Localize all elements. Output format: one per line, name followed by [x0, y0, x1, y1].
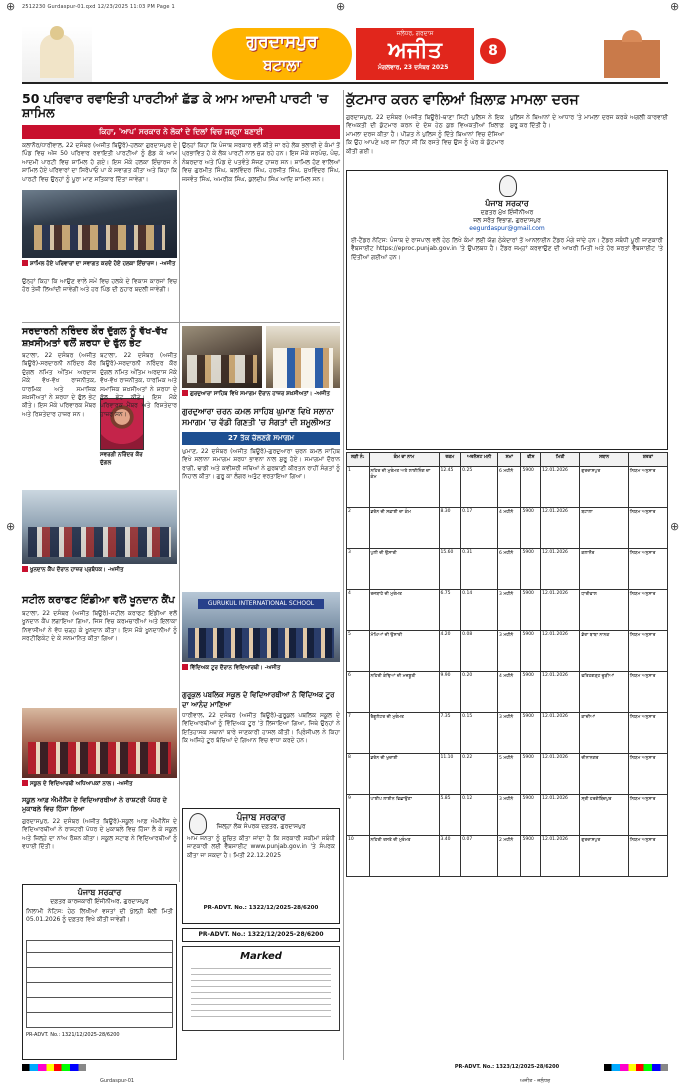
samagam-banner: 27 ਤੱਕ ਚੱਲਣਗੇ ਸਮਾਗਮ [182, 432, 340, 445]
table-cell: ਦੀਨਾਨਗਰ [580, 754, 628, 795]
table-cell: ਗੁਰਦਾਸਪੁਰ [580, 467, 628, 508]
table-cell: 5900 [521, 672, 541, 713]
main-story-text: ਕਲਾਨੌਰ/ਧਾਰੀਵਾਲ, 22 ਦਸੰਬਰ (ਅਜੀਤ ਬਿਊਰੋ)-ਹਲਕਾ ਗੁਰਦਾਸਪੁਰ ਦੇ ਪਿੰਡ ਵਿਚ ਅੱਜ 50 ਪਰਿਵਾਰ ਰਵਾਇਤੀ ਪਾਰਟੀਆਂ ਨੂੰ ਛੱਡ ਕੇ ਆਮ ਆਦਮੀ ਪਾਰਟੀ ਵਿਚ ਸ਼ਾਮਿਲ ਹੋ ਗਏ। ਇਸ ਮੌਕੇ ਹਲਕਾ ਇੰਚਾਰਜ ਨੇ ਸ਼ਾਮਿਲ ਹੋਏ ਪਰਿਵਾਰਾਂ ਦਾ ਸਿਰੋਪਾਓ ਪਾ ਕੇ ਸਵਾਗਤ ਕੀਤਾ ਅਤੇ ਕਿਹਾ ਕਿ ਪਾਰਟੀ ਵਿਚ ਉਨ੍ਹਾਂ ਨੂੰ ਪੂਰਾ ਮਾਣ ਸਤਿਕਾਰ ਦਿੱਤਾ ਜਾਵੇਗਾ। [22, 142, 177, 183]
school-trip-photo [182, 592, 340, 662]
table-cell: 5900 [521, 795, 541, 836]
table-cell: 2 [347, 508, 370, 549]
table-cell: 4 ਮਹੀਨੇ [498, 672, 521, 713]
marked-ad [182, 946, 340, 1031]
ad-logo-text: Marked [240, 951, 282, 962]
table-cell: 5900 [521, 549, 541, 590]
table-cell: 0.17 [461, 508, 498, 549]
table-cell: 12.01.2026 [541, 549, 580, 590]
table-cell: ਨਿਯਮ ਅਨੁਸਾਰ [628, 508, 667, 549]
caption-bullet-icon [22, 260, 28, 266]
table-cell: ਨਿਯਮ ਅਨੁਸਾਰ [628, 713, 667, 754]
main-headline: 50 ਪਰਿਵਾਰ ਰਵਾਇਤੀ ਪਾਰਟੀਆਂ ਛੱਡ ਕੇ ਆਮ ਆਦਮੀ ਪਾਰਟੀ 'ਚ ਸ਼ਾਮਿਲ [22, 91, 329, 120]
table-cell: 3 [347, 549, 370, 590]
table-cell: ਨਿਯਮ ਅਨੁਸਾਰ [628, 590, 667, 631]
tribute-story-text-top: ਬਟਾਲਾ, 22 ਦਸੰਬਰ (ਅਜੀਤ ਬਿਊਰੋ)-ਸਰਦਾਰਨੀ ਨਰਿੰਦਰ ਕੌਰ ਦੁੱਗਲ ਨਮਿਤ ਅੰਤਿਮ ਅਰਦਾਸ ਮੌਕੇ ਵੱਖ-ਵੱਖ ਰਾਜਨੀਤਕ, ਧਾਰਮਿਕ ਅਤੇ ਸਮਾਜਿਕ ਸ਼ਖ਼ਸੀਅਤਾਂ ਨੇ ਸ਼ਰਧਾ ਦੇ ਫੁੱਲ ਭੇਟ ਕੀਤੇ। ਇਸ ਮੌਕੇ ਪਰਿਵਾਰਕ ਮੈਂਬਰ ਅਤੇ ਰਿਸ਼ਤੇਦਾਰ ਹਾਜ਼ਰ ਸਨ। [100, 352, 177, 418]
table-row [347, 549, 668, 590]
table-cell: 4 ਮਹੀਨੇ [498, 508, 521, 549]
table-cell: ਨਿਯਮ ਅਨੁਸਾਰ [628, 549, 667, 590]
column-divider [343, 90, 344, 1060]
stage-caption [182, 390, 340, 399]
notice-department: ਜਲ ਸਰੋਤ ਵਿਭਾਗ, ਗੁਰਦਾਸਪੁਰ [473, 217, 541, 224]
leaders-photo [266, 326, 340, 388]
tender-notice [346, 170, 668, 450]
table-cell: ਨਹਿਰ ਦੀ ਮੁਰੰਮਤ ਅਤੇ ਲਾਈਨਿੰਗ ਦਾ ਕੰਮ [369, 467, 439, 508]
table-cell: 5900 [521, 713, 541, 754]
ad-text-block [191, 968, 331, 1022]
color-calibration-bar [604, 1064, 668, 1071]
table-cell: 0.22 [461, 754, 498, 795]
emblem-icon [499, 175, 517, 197]
tribute-story-text: ਬਟਾਲਾ, 22 ਦਸੰਬਰ (ਅਜੀਤ ਬਿਊਰੋ)-ਸਰਦਾਰਨੀ ਨਰਿੰਦਰ ਕੌਰ ਦੁੱਗਲ ਨਮਿਤ ਅੰਤਿਮ ਅਰਦਾਸ ਮੌਕੇ ਵੱਖ-ਵੱਖ ਰਾਜਨੀਤਕ, ਧਾਰਮਿਕ ਅਤੇ ਸਮਾਜਿਕ ਸ਼ਖ਼ਸੀਅਤਾਂ ਨੇ ਸ਼ਰਧਾ ਦੇ ਫੁੱਲ ਭੇਟ ਕੀਤੇ। ਇਸ ਮੌਕੇ ਪਰਿਵਾਰਕ ਮੈਂਬਰ ਅਤੇ ਰਿਸ਼ਤੇਦਾਰ ਹਾਜ਼ਰ ਸਨ। [22, 352, 96, 418]
camp-story-text: ਬਟਾਲਾ, 22 ਦਸੰਬਰ (ਅਜੀਤ ਬਿਊਰੋ)-ਸਟੀਲ ਕਰਾਫਟ ਇੰਡੀਆ ਵਲੋਂ ਖੂਨਦਾਨ ਕੈਂਪ ਲਗਾਇਆ ਗਿਆ, ਜਿਸ ਵਿਚ ਕਰਮਚਾਰੀਆਂ ਅਤੇ ਇਲਾਕਾ ਨਿਵਾਸੀਆਂ ਨੇ ਵੱਧ ਚੜ੍ਹ ਕੇ ਖੂਨਦਾਨ ਕੀਤਾ। ਇਸ ਮੌਕੇ ਖੂਨਦਾਨੀਆਂ ਨੂੰ ਸਰਟੀਫਿਕੇਟ ਦੇ ਕੇ ਸਨਮਾਨਿਤ ਕੀਤਾ ਗਿਆ। [22, 610, 177, 643]
table-cell: 5900 [521, 754, 541, 795]
notice-title: ਪੰਜਾਬ ਸਰਕਾਰ [236, 813, 286, 823]
table-cell: 3 ਮਹੀਨੇ [498, 795, 521, 836]
students-photo [22, 708, 177, 778]
right-story-text: ਗੁਰਦਾਸਪੁਰ, 22 ਦਸੰਬਰ (ਅਜੀਤ ਬਿਊਰੋ)-ਥਾਣਾ ਸਿਟੀ ਪੁਲਿਸ ਨੇ ਇਕ ਵਿਅਕਤੀ ਦੀ ਕੁੱਟਮਾਰ ਕਰਨ ਦੇ ਦੋਸ਼ ਹੇਠ ਕੁਝ ਵਿਅਕਤੀਆਂ ਖ਼ਿਲਾਫ਼ ਮਾਮਲਾ ਦਰਜ ਕੀਤਾ ਹੈ। ਪੀੜਤ ਨੇ ਪੁਲਿਸ ਨੂੰ ਦਿੱਤੇ ਬਿਆਨਾਂ ਵਿਚ ਦੱਸਿਆ ਕਿ ਉਹ ਆਪਣੇ ਘਰ ਜਾ ਰਿਹਾ ਸੀ ਕਿ ਰਸਤੇ ਵਿਚ ਉਸ ਨੂੰ ਘੇਰ ਕੇ ਕੁੱਟਮਾਰ ਕੀਤੀ ਗਈ। [346, 114, 504, 155]
auction-notice [22, 884, 177, 1060]
table-cell: 0.31 [461, 549, 498, 590]
table-cell: ਰਜਬਾਹੇ ਦੀ ਮੁਰੰਮਤ [369, 590, 439, 631]
scheme-headline: ਸਕੂਲ ਆਫ਼ ਐਮੀਨੈਂਸ ਦੇ ਵਿਦਿਆਰਥੀਆਂ ਨੇ ਰਾਸ਼ਟਰੀ ਪੱਧਰ ਦੇ ਮੁਕਾਬਲੇ ਵਿਚ ਹਿੱਸਾ ਲਿਆ [22, 796, 167, 813]
page-number: 8 [480, 38, 506, 64]
logo-tagline: ਜਲੰਧਰ, ਗਰਦਾਸ [396, 30, 434, 37]
table-cell: ਗੁਰਦਾਸਪੁਰ [580, 836, 628, 877]
caption-bullet-icon [182, 664, 188, 670]
caption-bullet-icon [22, 780, 28, 786]
right-story-text-column2: ਪੁਲਿਸ ਨੇ ਬਿਆਨਾਂ ਦੇ ਆਧਾਰ 'ਤੇ ਮਾਮਲਾ ਦਰਜ ਕਰਕੇ ਅਗਲੀ ਕਾਰਵਾਈ ਸ਼ੁਰੂ ਕਰ ਦਿੱਤੀ ਹੈ। [510, 114, 668, 130]
school-story-text: ਧਾਰੀਵਾਲ, 22 ਦਸੰਬਰ (ਅਜੀਤ ਬਿਊਰੋ)-ਗੁਰੂਕੁਲ ਪਬਲਿਕ ਸਕੂਲ ਦੇ ਵਿਦਿਆਰਥੀਆਂ ਨੂੰ ਵਿੱਦਿਅਕ ਟੂਰ 'ਤੇ ਲਿਜਾਇਆ ਗਿਆ, ਜਿਥੇ ਉਨ੍ਹਾਂ ਨੇ ਇਤਿਹਾਸਕ ਸਥਾਨਾਂ ਬਾਰੇ ਜਾਣਕਾਰੀ ਹਾਸਲ ਕੀਤੀ। ਪ੍ਰਿੰਸੀਪਲ ਨੇ ਕਿਹਾ ਕਿ ਅਜਿਹੇ ਟੂਰ ਬੱਚਿਆਂ ਦੇ ਗਿਆਨ ਵਿਚ ਵਾਧਾ ਕਰਦੇ ਹਨ। [182, 712, 340, 745]
caption-bullet-icon [22, 566, 28, 572]
table-cell: ਫਤਿਹਗੜ੍ਹ ਚੂੜੀਆਂ [580, 672, 628, 713]
issue-date: ਮੰਗਲਵਾਰ, 23 ਦਸੰਬਰ 2025 [378, 64, 449, 71]
notice-office: ਦਫ਼ਤਰ ਮੁੱਖ ਇੰਜੀਨੀਅਰ [480, 209, 534, 216]
table-cell: ਨਿਯਮ ਅਨੁਸਾਰ [628, 754, 667, 795]
logo-text: ਅਜੀਤ [388, 38, 442, 63]
table-cell: 3 ਮਹੀਨੇ [498, 590, 521, 631]
main-story-text-column2: ਉਨ੍ਹਾਂ ਕਿਹਾ ਕਿ ਪੰਜਾਬ ਸਰਕਾਰ ਵਲੋਂ ਕੀਤੇ ਜਾ ਰਹੇ ਲੋਕ ਭਲਾਈ ਦੇ ਕੰਮਾਂ ਤੋਂ ਪ੍ਰਭਾਵਿਤ ਹੋ ਕੇ ਲੋਕ ਪਾਰਟੀ ਨਾਲ ਜੁੜ ਰਹੇ ਹਨ। ਇਸ ਮੌਕੇ ਸਰਪੰਚ, ਪੰਚ, ਨੰਬਰਦਾਰ ਅਤੇ ਪਿੰਡ ਦੇ ਪਤਵੰਤੇ ਸੱਜਣ ਹਾਜ਼ਰ ਸਨ। ਸ਼ਾਮਿਲ ਹੋਣ ਵਾਲਿਆਂ ਵਿਚ ਗੁਰਮੀਤ ਸਿੰਘ, ਬਲਵਿੰਦਰ ਸਿੰਘ, ਹਰਜੀਤ ਸਿੰਘ, ਸੁਖਵਿੰਦਰ ਸਿੰਘ, ਜਸਵੰਤ ਸਿੰਘ, ਅਮਰੀਕ ਸਿੰਘ, ਕੁਲਦੀਪ ਸਿੰਘ ਆਦਿ ਸ਼ਾਮਿਲ ਸਨ। [182, 142, 340, 183]
footer-right: ਅਜੀਤ - ਜਲੰਧਰ [520, 1078, 551, 1084]
table-row [347, 672, 668, 713]
table-cell: 9 [347, 795, 370, 836]
table-cell: 12.45 [439, 467, 461, 508]
table-cell: 3 ਮਹੀਨੇ [498, 631, 521, 672]
school-headline: ਗੁਰੂਕੁਲ ਪਬਲਿਕ ਸਕੂਲ ਦੇ ਵਿਦਿਆਰਥੀਆਂ ਨੇ ਵਿੱਦਿਅਕ ਟੂਰ ਦਾ ਆਨੰਦ ਮਾਣਿਆ [182, 691, 335, 709]
table-cell: 0.07 [461, 836, 498, 877]
notice-title: ਪੰਜਾਬ ਸਰਕਾਰ [485, 199, 529, 208]
caption-text: ਗੁਰਦੁਆਰਾ ਸਾਹਿਬ ਵਿਖੇ ਸਮਾਗਮ ਦੌਰਾਨ ਹਾਜ਼ਰ ਸ਼ਖ਼ਸੀਅਤਾਂ। -ਅਜੀਤ [190, 391, 330, 397]
table-cell: 15.60 [439, 549, 461, 590]
caption-bullet-icon [182, 390, 188, 396]
temple-icon [40, 34, 74, 78]
table-cell: 0.25 [461, 467, 498, 508]
table-cell: ਮੋਘਿਆਂ ਦੀ ਉਸਾਰੀ [369, 631, 439, 672]
table-cell: ਨਹਿਰੀ ਰਸਤੇ ਦੀ ਮੁਰੰਮਤ [369, 836, 439, 877]
table-row [347, 467, 668, 508]
table-cell: 6 ਮਹੀਨੇ [498, 549, 521, 590]
table-cell: ਨਿਯਮ ਅਨੁਸਾਰ [628, 672, 667, 713]
table-row [347, 590, 668, 631]
table-cell: 12.01.2026 [541, 467, 580, 508]
table-row [347, 713, 668, 754]
school-trip-caption [182, 664, 340, 673]
notice-footer: PR-ADVT. No.: 1322/12/2025-28/6200 [203, 905, 319, 911]
table-cell: 0.14 [461, 590, 498, 631]
table-cell: ਡਰੇਨ ਦੀ ਸਫ਼ਾਈ ਦਾ ਕੰਮ [369, 508, 439, 549]
table-cell: 12.01.2026 [541, 836, 580, 877]
notice-body: ਆਮ ਜਨਤਾ ਨੂੰ ਸੂਚਿਤ ਕੀਤਾ ਜਾਂਦਾ ਹੈ ਕਿ ਸਰਕਾਰੀ ਸਕੀਮਾਂ ਸਬੰਧੀ ਜਾਣਕਾਰੀ ਲਈ ਵੈੱਬਸਾਈਟ www.punjab.gov.in 'ਤੇ ਸੰਪਰਕ ਕੀਤਾ ਜਾ ਸਕਦਾ ਹੈ। ਮਿਤੀ 22.12.2025 [187, 835, 335, 859]
divider [22, 322, 340, 323]
table-cell: 5900 [521, 508, 541, 549]
table-cell: ਨਿਯਮ ਅਨੁਸਾਰ [628, 467, 667, 508]
tribute-headline: ਸਰਦਾਰਨੀ ਨਰਿੰਦਰ ਕੌਰ ਦੁੱਗਲ ਨੂੰ ਵੱਖ-ਵੱਖ ਸ਼ਖ਼ਸੀਅਤਾਂ ਵਲੋਂ ਸ਼ਰਧਾ ਦੇ ਫੁੱਲ ਭੇਟ [22, 326, 168, 349]
table-cell: 2 ਮਹੀਨੇ [498, 836, 521, 877]
registration-mark-icon: ⊕ [670, 0, 680, 13]
gurdwara-story-text: ਘੁਮਾਣ, 22 ਦਸੰਬਰ (ਅਜੀਤ ਬਿਊਰੋ)-ਗੁਰਦੁਆਰਾ ਚਰਨ ਕਮਲ ਸਾਹਿਬ ਵਿਖੇ ਸਲਾਨਾ ਸਮਾਗਮ ਸ਼ਰਧਾ ਭਾਵਨਾ ਨਾਲ ਸ਼ੁਰੂ ਹੋਏ। ਸਮਾਗਮਾਂ ਦੌਰਾਨ ਰਾਗੀ, ਢਾਡੀ ਅਤੇ ਕਵੀਸ਼ਰੀ ਜਥਿਆਂ ਨੇ ਗੁਰਬਾਣੀ ਕੀਰਤਨ ਰਾਹੀਂ ਸੰਗਤਾਂ ਨੂੰ ਨਿਹਾਲ ਕੀਤਾ। ਗੁਰੂ ਕਾ ਲੰਗਰ ਅਤੁੱਟ ਵਰਤਾਇਆ ਗਿਆ। [182, 448, 340, 481]
main-story-text-continued: ਉਨ੍ਹਾਂ ਕਿਹਾ ਕਿ ਆਉਣ ਵਾਲੇ ਸਮੇਂ ਵਿਚ ਹਲਕੇ ਦੇ ਵਿਕਾਸ ਕਾਰਜਾਂ ਵਿਚ ਹੋਰ ਤੇਜ਼ੀ ਲਿਆਂਦੀ ਜਾਵੇਗੀ ਅਤੇ ਹਰ ਪਿੰਡ ਦੀ ਨੁਹਾਰ ਬਦਲੀ ਜਾਵੇਗੀ। [22, 278, 177, 294]
table-cell: 0.15 [461, 713, 498, 754]
table-cell: ਡਰੇਨ ਦੀ ਖੁਦਾਈ [369, 754, 439, 795]
table-cell: ਸ੍ਰੀ ਹਰਗੋਬਿੰਦਪੁਰ [580, 795, 628, 836]
table-cell: 5.85 [439, 795, 461, 836]
table-cell: 5900 [521, 590, 541, 631]
newspaper-logo [356, 28, 474, 80]
table-cell: 8 [347, 754, 370, 795]
table-header: ਅਰਨੈਸਟ ਮਨੀ [461, 453, 498, 467]
notice-body: ਨਿਲਾਮੀ ਨੋਟਿਸ: ਹੇਠ ਲਿਖੀਆਂ ਵਸਤਾਂ ਦੀ ਖੁੱਲ੍ਹੀ ਬੋਲੀ ਮਿਤੀ 05.01.2026 ਨੂੰ ਦਫ਼ਤਰ ਵਿਖੇ ਕੀਤੀ ਜਾਵੇਗੀ। [26, 908, 173, 924]
caption-text: ਸਕੂਲ ਦੇ ਵਿਦਿਆਰਥੀ ਅਧਿਆਪਕਾਂ ਨਾਲ। -ਅਜੀਤ [30, 781, 133, 787]
table-cell: 11.10 [439, 754, 461, 795]
registration-mark-icon: ⊕ [336, 0, 346, 13]
column-divider [179, 142, 180, 882]
gurdwara-headline: ਗੁਰਦੁਆਰਾ ਚਰਨ ਕਮਲ ਸਾਹਿਬ ਘੁਮਾਣ ਵਿਖੇ ਸਲਾਨਾ ਸਮਾਗਮ 'ਚ ਵੱਡੀ ਗਿਣਤੀ 'ਚ ਸੰਗਤਾਂ ਦੀ ਸ਼ਮੂਲੀਅਤ [182, 407, 334, 427]
caption-text: ਵਿੱਦਿਅਕ ਟੂਰ ਦੌਰਾਨ ਵਿਦਿਆਰਥੀ। -ਅਜੀਤ [190, 665, 281, 671]
table-row [347, 754, 668, 795]
table-cell: 6.75 [439, 590, 461, 631]
notice-title: ਪੰਜਾਬ ਸਰਕਾਰ [77, 888, 122, 897]
crowd-photo [22, 190, 177, 258]
table-cell: 0.08 [461, 631, 498, 672]
table-cell: 6 ਮਹੀਨੇ [498, 467, 521, 508]
table-cell: ਕਲਾਨੌਰ [580, 549, 628, 590]
table-cell: 9.90 [439, 672, 461, 713]
color-calibration-bar [22, 1064, 86, 1071]
table-header: ਰਕਮ [439, 453, 461, 467]
table-cell: 5 ਮਹੀਨੇ [498, 754, 521, 795]
table-cell: 4.20 [439, 631, 461, 672]
table-cell: 12.01.2026 [541, 713, 580, 754]
table-cell: 1 [347, 467, 370, 508]
students-caption [22, 780, 177, 789]
table-cell: 3.40 [439, 836, 461, 877]
table-cell: 12.01.2026 [541, 508, 580, 549]
registration-mark-icon: ⊕ [6, 520, 16, 533]
govt-notice [182, 808, 340, 924]
caption-text: ਸ਼ਾਮਿਲ ਹੋਏ ਪਰਿਵਾਰਾਂ ਦਾ ਸਵਾਗਤ ਕਰਦੇ ਹੋਏ ਹਲਕਾ ਇੰਚਾਰਜ। -ਅਜੀਤ [30, 261, 176, 267]
masthead-left-art [22, 26, 92, 82]
table-cell: 3 ਮਹੀਨੇ [498, 713, 521, 754]
notice-email-link[interactable]: eegurdaspur@gmail.com [469, 225, 545, 232]
tender-table [346, 452, 668, 877]
table-cell: 0.20 [461, 672, 498, 713]
auction-items-table [26, 940, 173, 1028]
table-cell: 12.01.2026 [541, 590, 580, 631]
table-cell: ਕਾਦੀਆਂ [580, 713, 628, 754]
edition-name: ਗੁਰਦਾਸਪੁਰ [246, 32, 318, 52]
table-cell: 7 [347, 713, 370, 754]
table-row [347, 795, 668, 836]
main-subheadline: ਕਿਹਾ, 'ਆਪ' ਸਰਕਾਰ ਨੇ ਲੋਕਾਂ ਦੇ ਦਿਲਾਂ ਵਿਚ ਜਗ੍ਹਾ ਬਣਾਈ [22, 125, 340, 139]
table-cell: ਪੁਲੀ ਦੀ ਉਸਾਰੀ [369, 549, 439, 590]
notice-office: ਜ਼ਿਲ੍ਹਾ ਲੋਕ ਸੰਪਰਕ ਦਫ਼ਤਰ, ਗੁਰਦਾਸਪੁਰ [216, 823, 306, 830]
scheme-story-text: ਗੁਰਦਾਸਪੁਰ, 22 ਦਸੰਬਰ (ਅਜੀਤ ਬਿਊਰੋ)-ਸਕੂਲ ਆਫ਼ ਐਮੀਨੈਂਸ ਦੇ ਵਿਦਿਆਰਥੀਆਂ ਨੇ ਰਾਸ਼ਟਰੀ ਪੱਧਰ ਦੇ ਮੁਕਾਬਲੇ ਵਿਚ ਹਿੱਸਾ ਲੈ ਕੇ ਸਕੂਲ ਅਤੇ ਜ਼ਿਲ੍ਹੇ ਦਾ ਨਾਂਅ ਰੌਸ਼ਨ ਕੀਤਾ। ਸਕੂਲ ਸਟਾਫ ਨੇ ਵਿਦਿਆਰਥੀਆਂ ਨੂੰ ਵਧਾਈ ਦਿੱਤੀ। [22, 818, 177, 851]
edition-brand [212, 28, 352, 80]
table-cell: ਨਿਯਮ ਅਨੁਸਾਰ [628, 631, 667, 672]
table-cell: 12.01.2026 [541, 795, 580, 836]
emblem-icon [189, 813, 207, 835]
camp-photo [22, 490, 177, 564]
table-cell: 8.30 [439, 508, 461, 549]
table-header: ਸਥਾਨ [580, 453, 628, 467]
crowd-caption [22, 260, 177, 269]
table-cell: ਨਿਯਮ ਅਨੁਸਾਰ [628, 795, 667, 836]
portrait-caption: ਸਵਰਗੀ ਨਰਿੰਦਰ ਕੌਰ ਦੁੱਗਲ [100, 452, 143, 466]
table-cell: 12.01.2026 [541, 631, 580, 672]
table-cell: ਪਾਈਪ ਲਾਈਨ ਵਿਛਾਉਣਾ [369, 795, 439, 836]
table-header: ਕੰਮ ਦਾ ਨਾਮ [369, 453, 439, 467]
table-cell: 5 [347, 631, 370, 672]
tender-footer: PR-ADVT. No.: 1323/12/2025-28/6200 [454, 1064, 560, 1070]
table-cell: ਧਾਰੀਵਾਲ [580, 590, 628, 631]
table-cell: 12.01.2026 [541, 754, 580, 795]
masthead-right-art [598, 26, 668, 82]
notice-office: ਦਫ਼ਤਰ ਕਾਰਜਕਾਰੀ ਇੰਜੀਨੀਅਰ, ਗੁਰਦਾਸਪੁਰ [50, 898, 149, 905]
masthead [22, 24, 668, 84]
registration-mark-icon: ⊕ [670, 520, 680, 533]
table-header: ਸ਼ਰਤਾਂ [628, 453, 667, 467]
table-cell: 4 [347, 590, 370, 631]
table-cell: 10 [347, 836, 370, 877]
table-cell: 5900 [521, 836, 541, 877]
registration-mark-icon: ⊕ [6, 0, 16, 13]
right-headline: ਕੁੱਟਮਾਰ ਕਰਨ ਵਾਲਿਆਂ ਖ਼ਿਲਾਫ਼ ਮਾਮਲਾ ਦਰਜ [346, 92, 579, 108]
table-row [347, 508, 668, 549]
notice-footer: PR-ADVT. No.: 1321/12/2025-28/6200 [26, 1032, 120, 1038]
table-header: ਮਿਤੀ [541, 453, 580, 467]
edition-subname: ਬਟਾਲਾ [263, 56, 301, 74]
table-cell: ਡੇਰਾ ਬਾਬਾ ਨਾਨਕ [580, 631, 628, 672]
table-cell: 12.01.2026 [541, 672, 580, 713]
table-cell: ਬਟਾਲਾ [580, 508, 628, 549]
table-cell: 0.12 [461, 795, 498, 836]
print-info-line: 2512230 Gurdaspur-01.qxd 12/23/2025 11:03 PM Page 1 [22, 4, 175, 10]
table-cell: ਨਹਿਰੀ ਕੰਢਿਆਂ ਦੀ ਮਜ਼ਬੂਤੀ [369, 672, 439, 713]
stage-photo [182, 326, 262, 388]
table-cell: 5900 [521, 631, 541, 672]
table-cell: ਰੈਗੂਲੇਟਰ ਦੀ ਮੁਰੰਮਤ [369, 713, 439, 754]
table-row [347, 631, 668, 672]
footer-left: Gurdaspur-01 [100, 1078, 135, 1084]
table-cell: 7.35 [439, 713, 461, 754]
ad-reference-bar: PR-ADVT. No.: 1322/12/2025-28/6200 [182, 928, 340, 942]
notice-body: ਈ-ਟੈਂਡਰ ਨੋਟਿਸ: ਪੰਜਾਬ ਦੇ ਰਾਜਪਾਲ ਵਲੋਂ ਹੇਠ ਲਿਖੇ ਕੰਮਾਂ ਲਈ ਯੋਗ ਠੇਕੇਦਾਰਾਂ ਤੋਂ ਆਨਲਾਈਨ ਟੈਂਡਰ ਮੰਗੇ ਜਾਂਦੇ ਹਨ। ਟੈਂਡਰ ਸਬੰਧੀ ਪੂਰੀ ਜਾਣਕਾਰੀ ਵੈੱਬਸਾਈਟ https://eproc.punjab.gov.in 'ਤੇ ਉਪਲਬਧ ਹੈ। ਟੈਂਡਰ ਜਮ੍ਹਾਂ ਕਰਵਾਉਣ ਦੀ ਆਖ਼ਰੀ ਮਿਤੀ ਅਤੇ ਹੋਰ ਸ਼ਰਤਾਂ ਵੈੱਬਸਾਈਟ 'ਤੇ ਦਿੱਤੀਆਂ ਗਈਆਂ ਹਨ। [351, 237, 663, 261]
table-cell: 6 [347, 672, 370, 713]
fort-icon [604, 40, 660, 78]
camp-photo-caption [22, 566, 177, 575]
school-name-banner: GURUKUL INTERNATIONAL SCHOOL [198, 599, 324, 609]
camp-headline: ਸਟੀਲ ਕਰਾਫਟ ਇੰਡੀਆ ਵਲੋਂ ਖੂਨਦਾਨ ਕੈਂਪ [22, 595, 175, 606]
caption-text: ਖੂਨਦਾਨ ਕੈਂਪ ਦੌਰਾਨ ਹਾਜ਼ਰ ਪ੍ਰਬੰਧਕ। -ਅਜੀਤ [30, 567, 124, 573]
table-row [347, 836, 668, 877]
tender-table-body [347, 467, 668, 877]
table-header: ਫੀਸ [521, 453, 541, 467]
table-cell: 5900 [521, 467, 541, 508]
table-header: ਲੜੀ ਨੰ: [347, 453, 370, 467]
table-header: ਸਮਾਂ [498, 453, 521, 467]
table-cell: ਨਿਯਮ ਅਨੁਸਾਰ [628, 836, 667, 877]
